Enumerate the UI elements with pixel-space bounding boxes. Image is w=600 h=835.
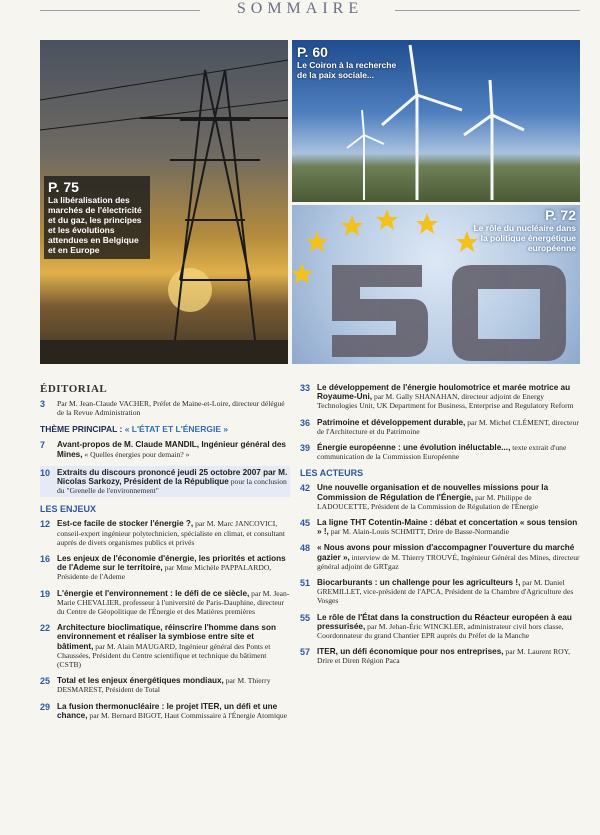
page-number: 7 bbox=[40, 440, 46, 451]
toc-entry-12[interactable] bbox=[40, 519, 290, 547]
entry-text: Avant-propos de M. Claude MANDIL, Ingénieur général des Mines, « Quelles énergies pour demain? » bbox=[57, 440, 286, 459]
entry-text: Les enjeux de l'économie d'énergie, les priorités et actions de l'Ademe sur le territoire, par Mme Michèle PAPPALARDO, Présidente de l'Ademe bbox=[57, 554, 286, 582]
entry-text: Le rôle de l'État dans la construction du Réacteur européen à eau pressurisée, par M. Jehan-Éric WINCKLER, administrateur civil hors classe, Coordonnateur du grand Chantier EPR auprès du Préfet de la Manche bbox=[317, 612, 572, 641]
page-number: 48 bbox=[300, 543, 311, 554]
toc-left-column bbox=[40, 383, 290, 727]
toc-right-column bbox=[300, 383, 582, 673]
caption-p60-page: P. 60 bbox=[297, 44, 328, 60]
toc-entry-10[interactable] bbox=[40, 466, 290, 498]
toc-entry-57[interactable] bbox=[300, 647, 582, 665]
caption-p60 bbox=[297, 44, 397, 80]
toc-entry-42[interactable] bbox=[300, 483, 582, 511]
page-number: 19 bbox=[40, 588, 51, 599]
toc-entry-16[interactable] bbox=[40, 554, 290, 582]
page-number: 16 bbox=[40, 554, 51, 565]
entry-text: La fusion thermonucléaire : le projet ITER, un défi et une chance, par M. Bernard BIGOT, Haut Commissaire à l'Énergie Atomique bbox=[57, 701, 288, 720]
toc-entry-33[interactable] bbox=[300, 383, 582, 411]
toc-entry-7[interactable] bbox=[40, 440, 290, 458]
section-editorial: ÉDITORIAL bbox=[40, 383, 108, 395]
entry-text: Énergie européenne : une évolution inéluctable..., texte extrait d'une communication de la Commission Européenne bbox=[317, 443, 567, 462]
page-title: SOMMAIRE bbox=[236, 0, 364, 17]
entry-text: Patrimoine et développement durable, par M. Michel CLÉMENT, directeur de l'Architecture et du Patrimoine bbox=[317, 417, 579, 436]
page-number: 55 bbox=[300, 612, 311, 623]
toc-entry-45[interactable] bbox=[300, 518, 582, 536]
theme-value: « L'ÉTAT ET L'ÉNERGIE » bbox=[124, 424, 229, 435]
caption-p75-text: La libéralisation des marchés de l'électricité et du gaz, les principes et les évolutions attendues en Belgique et en Europe bbox=[48, 195, 142, 255]
caption-p75-page: P. 75 bbox=[48, 179, 79, 195]
toc-entry-25[interactable] bbox=[40, 676, 290, 694]
section-acteurs: LES ACTEURS bbox=[300, 468, 364, 479]
header-rule-left bbox=[40, 10, 200, 11]
entry-text: Par M. Jean-Claude VACHER, Préfet de Maine-et-Loire, directeur délégué de la Revue Administration bbox=[57, 399, 285, 418]
entry-text: ITER, un défi économique pour nos entreprises, par M. Laurent ROY, Drire et Diren Région Paca bbox=[317, 647, 571, 666]
page-number: 51 bbox=[300, 578, 311, 589]
caption-p72 bbox=[466, 207, 576, 253]
toc-entry-51[interactable] bbox=[300, 578, 582, 606]
page-header bbox=[0, 0, 600, 22]
theme-label: THÈME PRINCIPAL : bbox=[40, 424, 125, 435]
page-number: 22 bbox=[40, 623, 51, 634]
page-number: 3 bbox=[40, 399, 46, 409]
entry-text: « Nous avons pour mission d'accompagner l'ouverture du marché gazier », interview de M. Thierry TROUVÉ, Ingénieur Général des Mines, directeur général adjoint de GRTgaz bbox=[317, 543, 580, 571]
header-rule-right bbox=[395, 10, 580, 11]
entry-text: Total et les enjeux énergétiques mondiaux, par M. Thierry DESMAREST, Président de Total bbox=[57, 676, 271, 695]
entry-text: Extraits du discours prononcé jeudi 25 octobre 2007 par M. Nicolas Sarkozy, Président de la République pour la conclusion du "Grenelle de l'environnement" bbox=[57, 467, 288, 496]
entry-text: Biocarburants : un challenge pour les agriculteurs !, par M. Daniel GREMILLET, vice-président de l'APCA, Président de la Chambre d'Agriculture des Vosges bbox=[317, 578, 574, 606]
page-number: 33 bbox=[300, 383, 311, 393]
entry-text: Le développement de l'énergie houlomotrice et marée motrice au Royaume-Uni, par M. Gally SHANAHAN, directeur adjoint de Energy Technologies Unit, UK Department for Business, Enterprise and Regulatory Reform bbox=[317, 383, 574, 411]
page-number: 36 bbox=[300, 417, 311, 428]
entry-text: La ligne THT Cotentin-Maine : débat et concertation « sous tension » !, par M. Alain-Louis SCHMITT, Drire de Basse-Normandie bbox=[317, 518, 578, 537]
entry-text: Est-ce facile de stocker l'énergie ?, par M. Marc JANCOVICI, conseil-expert ingénieur polytechnicien, spécialiste en climat, et consultant auprès de divers organismes publics et privés bbox=[57, 519, 285, 547]
toc-entry-39[interactable] bbox=[300, 443, 582, 461]
entry-text: Une nouvelle organisation et de nouvelles missions pour la Commission de Régulation de l'Énergie, par M. Philippe de LADOUCETTE, Président de la Commission de Régulation de l'Énergie bbox=[317, 483, 549, 511]
page-number: 42 bbox=[300, 483, 311, 494]
entry-text: Architecture bioclimatique, réinscrire l'homme dans son environnement et réaliser la symbiose entre site et bâtiment, par M. Alain MAUGARD, Ingénieur général des Ponts et Chaussées, Président du Centre scientifique et technique du bâtiment (CSTB) bbox=[57, 623, 276, 670]
page-number: 39 bbox=[300, 443, 311, 454]
toc-entry-22[interactable] bbox=[40, 623, 290, 669]
page-number: 12 bbox=[40, 519, 51, 530]
toc-entry-3[interactable] bbox=[40, 399, 290, 417]
toc-entry-19[interactable] bbox=[40, 589, 290, 617]
caption-p72-page: P. 72 bbox=[545, 207, 576, 223]
entry-text: L'énergie et l'environnement : le défi de ce siècle, par M. Jean-Marie CHEVALIER, professeur à l'université de Paris-Dauphine, directeur du Centre de Géopolitique de l'Énergie et des Matières premières bbox=[57, 588, 290, 617]
page-number: 25 bbox=[40, 676, 51, 687]
section-enjeux: LES ENJEUX bbox=[40, 504, 97, 515]
caption-p60-text: Le Coiron à la recherche de la paix sociale... bbox=[297, 60, 397, 80]
page-number: 45 bbox=[300, 518, 311, 529]
toc-entry-29[interactable] bbox=[40, 702, 290, 720]
page-number: 57 bbox=[300, 647, 311, 658]
toc-entry-48[interactable] bbox=[300, 543, 582, 571]
caption-p75 bbox=[44, 176, 150, 259]
toc-entry-55[interactable] bbox=[300, 613, 582, 641]
page-number: 10 bbox=[40, 467, 51, 478]
page-number: 29 bbox=[40, 701, 51, 712]
toc-entry-36[interactable] bbox=[300, 418, 582, 436]
caption-p72-text: Le rôle du nucléaire dans la politique énergétique européenne bbox=[473, 223, 576, 253]
section-theme bbox=[40, 424, 290, 434]
